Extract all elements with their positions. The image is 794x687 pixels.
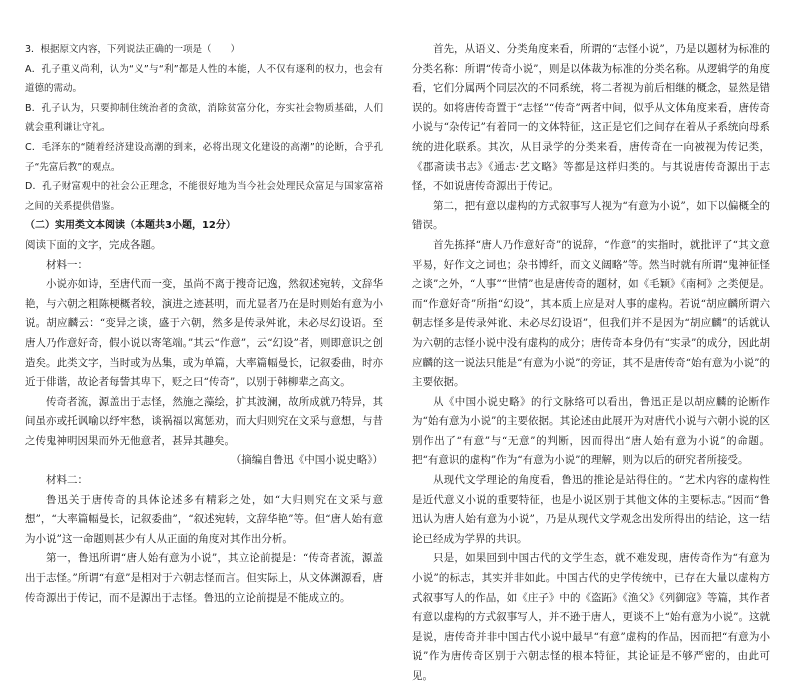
material-2-label: 材料二： [46,474,88,487]
right-paragraph-2: 第二，把有意以虚构的方式叙事写人视为“有意为小说”，如下以偏概全的错误。 [412,199,770,232]
option-a: A．孔子重义尚利，认为“义”与“利”都是人性的本能，人不仅有逐利的权力，也会有道德的需动。 [25,63,383,95]
material-2-paragraph-2: 第一，鲁迅所谓“唐人始有意为小说”，其立论前提是：“传奇者流，源盖出于志怪。”所谓“有意”是相对于六朝志怪而言。但实际上，从文体渊源看，唐传奇源出于传记，而不是源出于志怪。鲁迅的立论前提是不能成立的。 [25,552,383,604]
question-3-stem: 3．根据原文内容，下列说法正确的一项是（ ） [25,44,241,55]
section-title: （二）实用类文本阅读（本题共3小题，12分） [25,220,236,232]
material-1-label: 材料一： [46,258,88,271]
option-c: C．毛泽东的“随着经济建设高潮的到来，必将出现文化建设的高潮”的论断，合乎孔子“先富后教”的观点。 [25,141,383,173]
reading-instruction: 阅读下面的文字，完成各题。 [25,238,162,251]
material-1-paragraph-2: 传奇者流，源盖出于志怪，然施之藻绘，扩其波澜，故所成就乃特异，其间虽亦或托讽喻以纾牢愁，谈祸福以寓惩劝，而大归则究在文采与意想，与昔之传鬼神明因果而外无他意者，甚异其趣矣。 [25,395,383,447]
material-1-source: （摘编自鲁迅《中国小说史略》） [230,454,383,467]
option-b: B．孔子认为，只要抑制住统治者的贪欲，消除贫富分化，夯实社会物质基础，人们就会重利谦让守礼。 [25,102,383,134]
material-2-paragraph-1: 鲁迅关于唐传奇的具体论述多有精彩之处，如“大归则究在文采与意想”，“大率篇幅曼长，记叙委曲”，“叙述宛转，文辞华艳”等。但“唐人始有意为小说”这一命题则甚少有人从正面的角度对其作出分析。 [25,493,383,545]
question-3 [25,40,383,216]
material-1-paragraph-1: 小说亦如诗，至唐代而一变，虽尚不离于搜奇记逸，然叙述宛转，文辞华艳，与六朝之粗陈梗概者较，演进之迹甚明，而尤显者乃在是时则始有意为小说。胡应麟云：“变异之谈，盛于六朝，然多是传录舛讹，未必尽幻设语。至唐人乃作意好奇，假小说以寄笔端。”其云“作意”，云“幻设”者，则即意识之创造矣。此类文字，当时或为丛集，或为单篇，大率篇幅曼长，记叙委曲，时亦近于俳谐，故论者每訾其卑下，贬之曰“传奇”，以别于韩柳辈之高文。 [25,278,383,389]
left-column [25,40,383,608]
right-paragraph-3: 首先拣择“唐人乃作意好奇”的说辞，“作意”的实指时，就批评了“其文意平易，好作文之词也；杂书博纤，而文义阔略”等。然当时就有所谓“鬼神征怪之谈”之外，“人事”“世情”也是唐传奇的题材，如《毛颖》《南柯》之类便是。而“作意好奇”所指“幻设”，其本质上应是对人事的虚构。若说“胡应麟所谓六朝志怪多是传录舛讹、未必尽幻设语”，但我们并不是因为“胡应麟”的话就认为六朝的志怪小说中没有虚构的成分；唐传奇本身仍有“实录”的成分，因此胡应麟的这一说法只能是“有意为小说”的旁证，其不是唐传奇“始有意为小说”的主要依据。 [412,238,770,389]
option-d: D．孔子财富观中的社会公正理念，不能很好地为当今社会处理民众富足与国家富裕之间的关系提供借鉴。 [25,181,383,212]
right-paragraph-5: 从现代文学理论的角度看，鲁迅的推论是站得住的。“艺术内容的虚构性是近代意义小说的重要特征，也是小说区别于其他文体的主要标志。”因而“鲁迅认为唐人始有意为小说”，乃是从现代文学观念出发所得出的结论，这一结论已经成为学界的共识。 [412,474,770,545]
right-paragraph-6: 只是，如果回到中国古代的文学生态，就不难发现，唐传奇作为“有意为小说”的标志，其实并非如此。中国古代的史学传统中，已存在大量以虚构方式叙事写人的作品，如《庄子》中的《盗跖》《渔父》《列御寇》等篇，其作者有意以虚构的方式叙事写人，并不逊于唐人，更谈不上“始有意为小说”。这就是说，唐传奇并非中国古代小说中最早“有意”虚构的作品，因而把“有意为小说”作为唐传奇区别于六朝志怪的根本特征，其论证是不够严密的，由此可见。 [412,552,770,682]
right-column [412,40,770,687]
right-paragraph-4: 从《中国小说史略》的行文脉络可以看出，鲁迅正是以胡应麟的论断作为“始有意为小说”的主要依据。其论述由此展开为对唐代小说与六朝小说的区别作出了“有意”与“无意”的判断，因而得出“唐人始有意为小说”的命题。把“有意识的虚构”作为“有意为小说”的理解，则为以后的研究者所接受。 [412,395,770,467]
right-paragraph-1: 首先，从语义、分类角度来看，所谓的“志怪小说”，乃是以题材为标准的分类名称：所谓“传奇小说”，则是以体裁为标准的分类名称。从逻辑学的角度看，它们分属两个同层次的不同系统，将二者视为前后相继的概念，显然是错误的。如将唐传奇置于“志怪”“传奇”两者中间，似乎从文体角度来看，唐传奇小说与“杂传记”有着同一的文体特征，这正是它们之间存在着从子系统向母系统的进化联系。其次，从目录学的分类来看，唐传奇在一向被视为传记类，《郡斋读书志》《通志·艺文略》等都是这样归类的。与其说唐传奇源出于志怪，不如说唐传奇源出于传记。 [412,43,770,193]
